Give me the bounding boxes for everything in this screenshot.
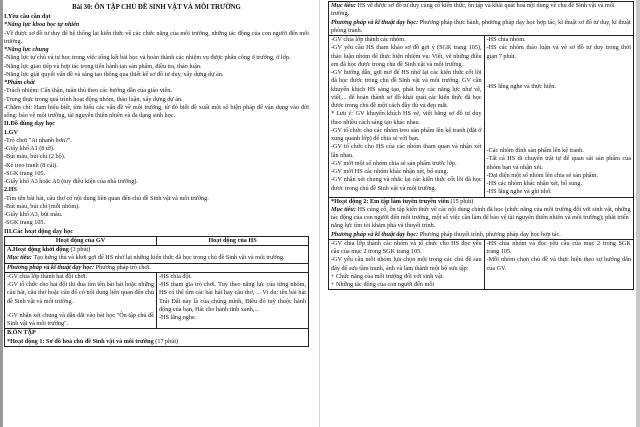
student-item: -Giấy khổ A3, bút màu.: [4, 211, 63, 219]
activity-1-title: *Hoạt động 1: Sơ đồ hoá chủ đề Sinh vật và môi trường: [7, 337, 154, 345]
teacher-item: -Bút màu, bút chì (2 bộ).: [4, 153, 66, 161]
teacher-step: -GV tổ chức cho HS của các nhóm tham quan và nhận xét lẫn nhau.: [331, 143, 482, 159]
lesson-title: Bài 30: ÔN TẬP CHỦ ĐỀ SINH VẬT VÀ MÔI TRƯỜNG: [72, 4, 241, 11]
teacher-item: -SGK trang 105.: [4, 169, 46, 177]
teacher-item: -Trò chơi "Ai nhanh hơn?".: [4, 136, 72, 144]
table-row: [329, 239, 634, 290]
paragraph-general-2: -Năng lực giao tiếp và hợp tác trong tiến hành tạo sản phẩm, điều tra, thảo luận.: [4, 62, 202, 70]
teacher-step: -GV chia lớp thành hai đội chơi.: [7, 272, 88, 280]
col-teacher-header: Hoạt động của GV: [5, 236, 157, 245]
left-edge-shadow: [0, 0, 3, 427]
teacher-step: -GV tổ chức cho hai đội thi đua tìm tên bài hát hoặc những câu hát, câu thơ hoặc câu đố có nội dung liên quan đến chủ đề Sinh vật và môi trường.: [7, 281, 154, 305]
student-step: -HS chia nhóm.: [486, 36, 526, 43]
teacher-step: -GV mời một số nhóm chia sẻ sản phẩm trước lớp.: [331, 159, 457, 167]
student-step: -HS chia nhóm và đọc yêu cầu của mục 2 trong SGK trang 105.: [486, 239, 631, 255]
subsection-students: 2.HS: [4, 186, 17, 194]
activity-a-header: [5, 246, 309, 264]
activities-table: [4, 236, 309, 347]
activity-1-goal: [329, 2, 634, 36]
col-student-header: Hoạt động của HS: [157, 236, 309, 245]
teacher-item: -Giấy khổ A3 hoặc A0 (tuy điều kiện của nhà trường).: [4, 178, 138, 186]
table-row: [329, 197, 634, 239]
teacher-step: -GV nhận xét chung và dẫn dắt vào bài học "Ôn tập chủ đề Sinh vật và môi trường".: [7, 311, 154, 328]
activity-a-title: A.Hoạt động khởi động: [7, 246, 69, 254]
activity-2-time: (15 phút): [448, 197, 474, 205]
table-row: [329, 36, 634, 198]
method-label: Phương pháp và kĩ thuật dạy học:: [331, 18, 419, 26]
student-step: -HS tham gia trò chơi. Tuỳ theo năng lực của từng nhóm, HS có thể tìm các bài hát hay câu thơ, ... Ví dụ: tên bài hát Trái Đất này là của chúng mình, Điều đó tuỳ thuộc hành động của bạn, Hát cho hành tinh xanh,...: [159, 281, 306, 313]
student-step: -HS lắng nghe và ghi nhớ.: [486, 188, 552, 196]
goal-label: Mục tiêu:: [331, 205, 356, 213]
student-item: -Tìm tên bài hát, câu thơ có nội dung liên quan đến chủ đề Sinh vật và môi trường.: [4, 194, 209, 202]
section-b-header: [5, 329, 309, 347]
subsection-teacher: 1.GV: [4, 128, 18, 136]
student-step: -Tất cả HS di chuyển trật tự để quan sát sản phẩm của nhóm bạn và nhận xét.: [486, 155, 631, 171]
teacher-step: -GV chia lớp thành các nhóm và tổ chức cho HS đọc yêu cầu của mục 2 trong SGK trang 105.: [331, 239, 482, 255]
paragraph-quality-2: -Trung thực trong quá trình hoạt động nhóm, thảo luận, xây dựng dự án.: [4, 95, 183, 103]
student-step: -HS lắng nghe.: [159, 314, 197, 322]
teacher-step: + Chức năng của môi trường đối với sinh vật.: [331, 272, 444, 280]
activity-a-method-text: Phương pháp trò chơi.: [94, 263, 151, 271]
teacher-step: -GV tổ chức cho các nhóm treo sản phẩm lên kệ tranh (đặt ở xung quanh lớp) để chia sẻ với bạn.: [331, 126, 482, 142]
table-row: [329, 2, 634, 36]
activity-2-goal-text: HS củng cố, ôn tập kiến thức về các nội dung chính đã học (chức năng của môi trường đối với sinh vật, những tác động của con người đến môi trường, một số việc cần làm để bảo vệ tài nguyên thiên nhiên và môi trường); phát triển năng lực tìm tòi khám phá và thuyết trình.: [331, 205, 631, 230]
note-label: * Lưu ý:: [331, 110, 354, 118]
activity-a-student-cell: [157, 272, 309, 329]
activity-1-time: (17 phút): [153, 337, 179, 345]
goal-label: Mục tiêu:: [7, 254, 32, 262]
teacher-step: -GV hướng dẫn, gợi mở để HS nhớ lại các kiến thức cốt lõi đã học được trong chủ đề Sinh vật và môi trường. GV cần khuyến khích HS sáng tạo, phát huy các năng lực như vẽ, viết,... để hoàn thành sơ đồ khái quát các kiến thức đã học được trong chủ đề một cách đầy đủ và đẹp mắt.: [331, 69, 482, 109]
student-step: -HS chia đội.: [159, 272, 192, 280]
section-materials: II.Đồ dùng dạy học: [4, 120, 55, 128]
teacher-step: -GV chia lớp thành các nhóm.: [331, 36, 406, 43]
student-step: -Đại diện một số nhóm lên chia sẻ sản phẩm.: [486, 171, 598, 179]
student-step: -HS lắng nghe và thực hiện.: [486, 82, 556, 90]
paragraph-science: -Về được sơ đồ tư duy để hệ thống lại kiến thức về các chức năng của môi trường, những tác động của con người đến môi trường.: [4, 29, 309, 45]
subsection-science: *Năng lực khoa học tự nhiên: [4, 21, 80, 29]
activity-a-method: [5, 263, 309, 272]
teacher-step: + Những tác động của con người đến môi: [331, 281, 435, 288]
paragraph-general-3: -Năng lực giải quyết vấn đề và sáng tạo thông qua thiết kế sơ đồ tư duy, xây dựng dự án.: [4, 70, 224, 78]
student-step: -HS các nhóm thảo luận và vẽ sơ đồ tư duy trong thời gian 7 phút.: [486, 44, 631, 60]
student-step: -Mỗi nhóm chọn chủ đề và thực hiện theo sự hướng dẫn của GV.: [486, 256, 631, 272]
activities-table-continued: [328, 1, 634, 290]
teacher-item: -Kẻ treo tranh (8 cái).: [4, 161, 58, 169]
paragraph-general-1: -Năng lực tự chủ và tự học trong việc tổng kết bài học và hoàn thành các nhiệm vụ được phân công ở trường, ở lớp.: [4, 54, 291, 62]
table-header-row: [5, 236, 309, 245]
student-item: -Bút màu, bút chì (mỗi nhóm).: [4, 202, 80, 210]
note-text: GV khuyến khích HS vẽ, viết bằng sơ đồ tư duy theo nhiều cách sáng tạo khác nhau.: [331, 110, 482, 126]
subsection-general: *Năng lực chung: [4, 46, 49, 54]
teacher-step: -GV yêu cầu mỗi nhóm lựa chọn một trong các chủ đề sau đây để sưu tầm tranh, ảnh và làm thành một bộ sưu tập:: [331, 256, 482, 272]
activity-2-student-cell: [484, 239, 633, 290]
student-step: -Các nhóm đính sản phẩm lên kệ tranh.: [486, 147, 584, 154]
activity-a-teacher-cell: [5, 272, 157, 329]
right-edge-shadow: [636, 0, 640, 427]
activity-2-title: *Hoạt động 2: Em tập làm tuyên truyền viên: [331, 197, 449, 205]
activity-2-header: [329, 197, 634, 239]
section-activities: III.Các hoạt động dạy học: [4, 227, 73, 235]
table-row: [5, 329, 309, 347]
section-requirements: I.Yêu cầu cần đạt: [4, 13, 51, 21]
method-label: Phương pháp và kĩ thuật dạy học:: [331, 230, 419, 238]
activity-2-method-text: Phương pháp thuyết trình, phương pháp dạy học hợp tác.: [418, 230, 561, 238]
table-row: [5, 263, 309, 272]
activity-a-time: (3 phút): [68, 246, 91, 254]
teacher-item: -Giấy khổ A1 (8 tờ).: [4, 145, 55, 153]
activity-1-student-cell: [484, 36, 633, 198]
teacher-step: -GV mời HS các nhóm khác nhận xét, bổ sung.: [331, 168, 449, 175]
section-b-title: B.ÔN TẬP: [7, 329, 36, 337]
goal-label: Mục tiêu:: [331, 2, 356, 9]
teacher-step: -GV yêu cầu HS tham khảo sơ đồ gợi ý (SGK trang 105), thảo luận nhóm để thực hiện nhiệm vụ: Viết, vẽ những điều em đã học được trong chủ đề Sinh vật và môi trường.: [331, 44, 482, 68]
teacher-step: -GV nhận xét chung và nhắc lại các kiến thức cốt lõi đã học được trong chủ đề Sinh vật và môi trường.: [331, 176, 482, 192]
student-item: -SGK trang 105.: [4, 219, 46, 227]
student-step: -HS các nhóm khác nhận xét, bổ sung.: [486, 180, 582, 187]
paragraph-quality-1: -Trách nhiệm: Cẩn thận, tuân thủ theo các hướng dẫn của giáo viên.: [4, 87, 172, 95]
activity-a-goal: Tạo hứng thú và khơi gợi để HS nhớ lại những kiến thức đã học trong chủ đề Sinh vật và môi trường.: [31, 254, 285, 262]
activity-1-method-text: Phương pháp thực hành, phương pháp dạy học hợp tác, kĩ thuật sơ đồ tư duy, kĩ thuật phòng tranh.: [331, 18, 631, 34]
activity-1-teacher-cell: [329, 36, 485, 198]
paragraph-quality-3: -Chăm chỉ: Ham hiểu biết, tìm hiểu các vấn đề về môi trường, từ đó biết đề xuất một số biện pháp để vận dụng vào đời sống: bảo vệ môi trường, tài nguyên thiên nhiên và đa dạng sinh học.: [4, 103, 309, 120]
activity-2-teacher-cell: [329, 239, 485, 290]
activity-1-goal-text: HS vẽ được sơ đồ tư duy củng cố kiến thức, ôn tập và khái quát hoá nội dung về chủ đề Sinh vật và môi trường.: [331, 2, 615, 18]
method-label: Phương pháp và kĩ thuật dạy học:: [7, 263, 95, 271]
right-page: [320, 0, 640, 427]
table-row: [5, 272, 309, 329]
subsection-qualities: *Phẩm chất: [4, 79, 35, 87]
table-row: [5, 246, 309, 264]
